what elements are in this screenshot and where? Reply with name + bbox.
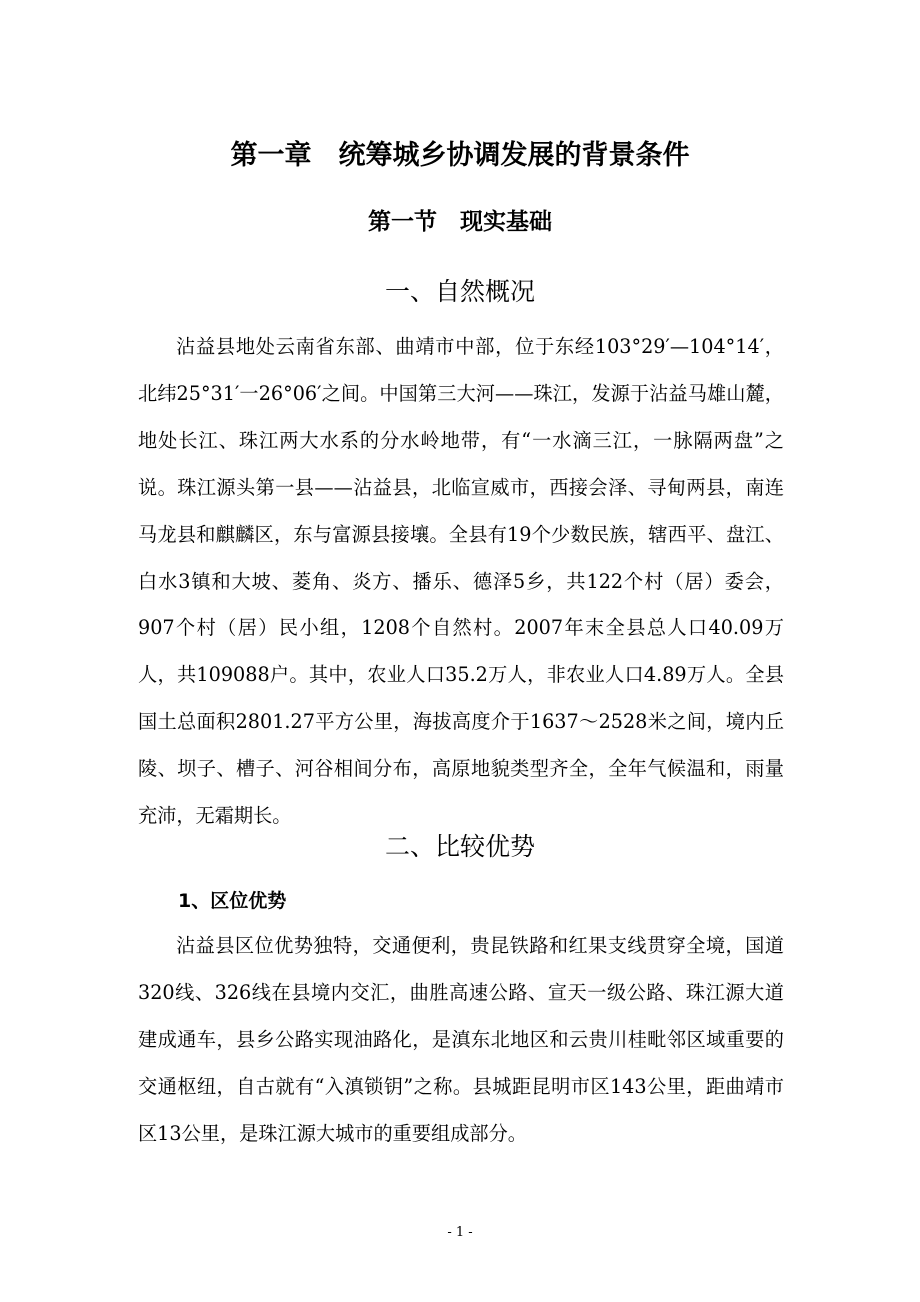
comparative-advantage-heading: 二、比较优势 <box>384 832 535 861</box>
page-number: - 1 - <box>447 1225 473 1240</box>
natural-overview-paragraph: 沾益县地处云南省东部、曲靖市中部，位于东经103°29′—104°14′，北纬25°31′一26°06′之间。中国第三大河——珠江，发源于沾益马雄山麓，地处长江、珠江两大水系的分水岭地带，有“一水滴三江，一脉隔两盘”之说。珠江源头第一县——沾益县，北临宣威市，西接会泽、寻甸两县，南连马龙县和麒麟区，东与富源县接壤。全县有19个少数民族，辖西平、盘江、白水3镇和大坡、菱角、炎方、播乐、德泽5乡，共122个村（居）委会，907个村（居）民小组，1208个自然村。2007年末全县总人口40.09万人，共109088户。其中，农业人口35.2万人，非农业人口4.89万人。全县国土总面积2801.27平方公里，海拔高度介于1637～2528米之间，境内丘陵、坝子、槽子、河谷相间分布，高原地貌类型齐全，全年气候温和，雨量充沛，无霜期长。 <box>138 335 784 828</box>
chapter-title: 第一章 统筹城乡协调发展的背景条件 <box>230 140 690 171</box>
natural-overview-heading: 一、自然概况 <box>384 277 535 306</box>
section-title: 第一节 现实基础 <box>368 209 552 235</box>
location-advantage-heading: 1、区位优势 <box>178 890 287 912</box>
location-advantage-paragraph: 沾益县区位优势独特，交通便利，贵昆铁路和红果支线贯穿全境，国道320线、326线在县境内交汇，曲胜高速公路、宣天一级公路、珠江源大道建成通车，县乡公路实现油路化，是滇东北地区和云贵川桂毗邻区域重要的交通枢纽，自古就有“入滇锁钥”之称。县城距昆明市区143公里，距曲靖市区13公里，是珠江源大城市的重要组成部分。 <box>138 934 784 1145</box>
